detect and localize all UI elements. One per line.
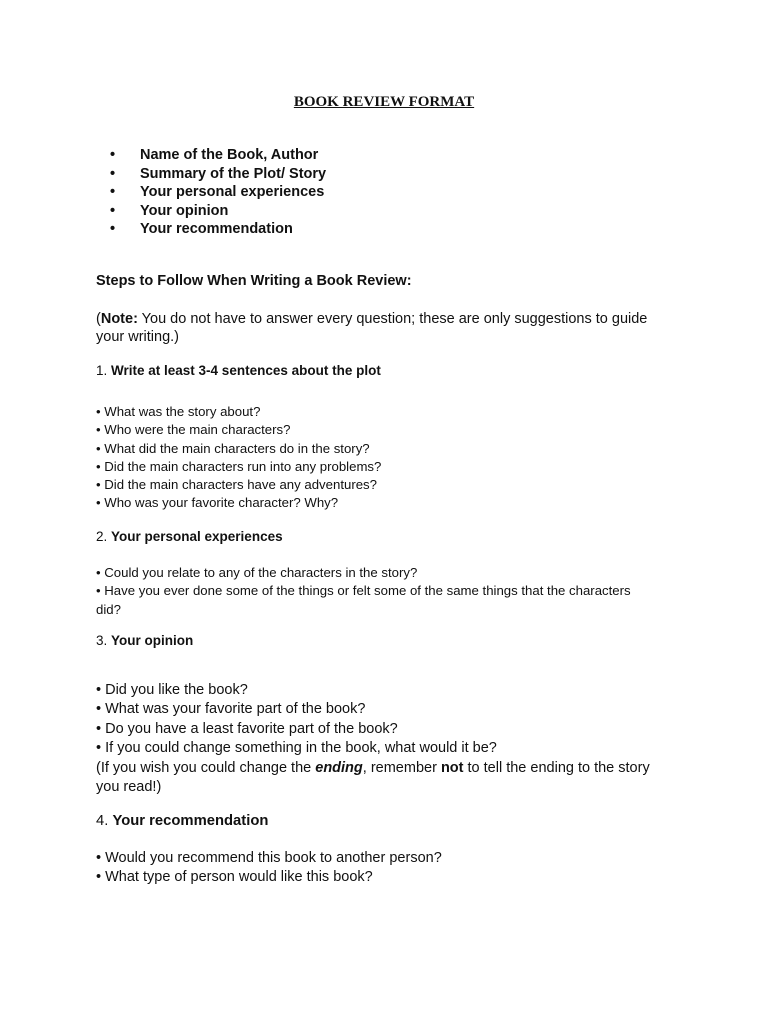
format-item-text: Summary of the Plot/ Story <box>140 165 327 182</box>
recommendation-questions <box>96 849 676 888</box>
opinion-questions <box>96 681 676 797</box>
note-open-paren: ( <box>96 311 101 327</box>
section-heading-opinion <box>96 633 676 648</box>
format-item <box>110 202 326 221</box>
list-item: • Could you relate to any of the characters in the story? <box>96 565 418 580</box>
list-item: • Do you have a least favorite part of the book? <box>96 720 398 737</box>
section-number: 3. <box>96 633 112 648</box>
format-item <box>110 183 326 202</box>
section-number: 1. <box>96 363 112 378</box>
opinion-note-text: to tell the ending to the story you read!) <box>96 759 650 796</box>
document-title: BOOK REVIEW FORMAT <box>293 94 475 110</box>
section-heading-recommendation <box>96 813 676 829</box>
note-label: Note: <box>100 311 138 327</box>
section-title: Your personal experiences <box>111 529 283 544</box>
section-heading-plot <box>96 363 676 378</box>
section-title: Your recommendation <box>112 813 269 829</box>
section-title: Your opinion <box>111 633 194 648</box>
opinion-note-ending: ending <box>315 759 363 776</box>
bullet-icon: • <box>110 221 116 238</box>
format-item-text: Your opinion <box>140 202 229 219</box>
list-item: • Who were the main characters? <box>96 422 291 438</box>
list-item: • Did you like the book? <box>96 682 248 698</box>
opinion-note-text: (If you wish you could change the <box>96 759 316 776</box>
note-text: You do not have to answer every question; these are only suggestions to guide your writing.) <box>96 311 648 345</box>
list-item: • What did the main characters do in the story? <box>96 440 370 456</box>
bullet-icon: • <box>110 147 116 163</box>
list-item: • Have you ever done some of the things or felt some of the same things that the characters did? <box>96 583 631 617</box>
list-item: • Did the main characters run into any problems? <box>96 458 382 474</box>
bullet-icon: • <box>110 165 116 182</box>
list-item: • What type of person would like this book? <box>96 869 373 886</box>
list-item: • Would you recommend this book to another person? <box>96 850 442 866</box>
note-paragraph <box>96 310 676 346</box>
steps-heading: Steps to Follow When Writing a Book Review: <box>96 273 412 289</box>
format-list <box>110 146 326 239</box>
opinion-note <box>96 759 676 798</box>
list-item: • What was your favorite part of the book? <box>96 701 366 718</box>
bullet-icon: • <box>110 184 116 201</box>
experience-questions <box>96 564 636 619</box>
format-item <box>110 146 326 165</box>
section-number: 4. <box>96 813 113 829</box>
list-item: • If you could change something in the book, what would it be? <box>96 740 497 757</box>
opinion-note-not: not <box>440 759 464 776</box>
list-item: • Did the main characters have any adventures? <box>96 477 377 493</box>
format-item <box>110 165 326 184</box>
format-item <box>110 220 326 239</box>
format-item-text: Your recommendation <box>140 221 293 238</box>
section-number: 2. <box>96 529 112 544</box>
opinion-note-text: , remember <box>362 759 441 776</box>
bullet-icon: • <box>110 202 116 219</box>
format-item-text: Your personal experiences <box>140 184 325 201</box>
section-heading-experiences <box>96 529 676 544</box>
format-item-text: Name of the Book, Author <box>140 147 319 163</box>
plot-questions <box>96 403 676 513</box>
section-title: Write at least 3-4 sentences about the plot <box>111 363 381 378</box>
list-item: • What was the story about? <box>96 404 261 419</box>
list-item: • Who was your favorite character? Why? <box>96 495 339 511</box>
